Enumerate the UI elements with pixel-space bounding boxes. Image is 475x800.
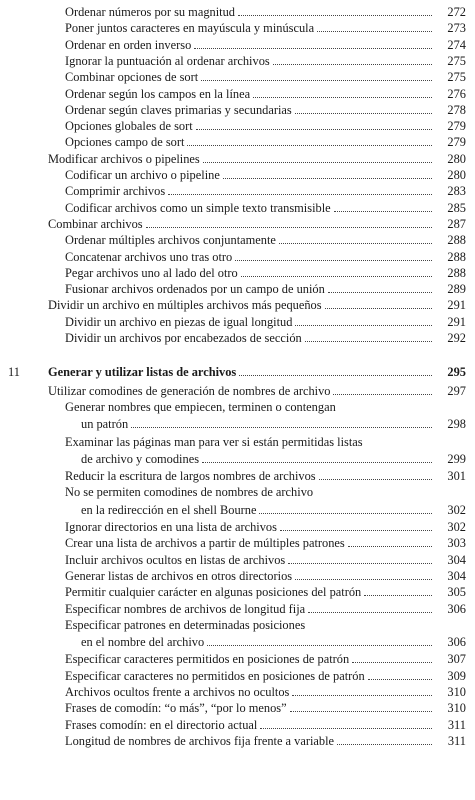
toc-page-number: 302	[447, 502, 466, 517]
toc-entry-continuation	[0, 451, 475, 467]
toc-subsection-entry	[0, 53, 475, 69]
toc-subsection-entry	[0, 568, 475, 584]
toc-entry-label: Combinar opciones de sort	[65, 70, 199, 85]
toc-entry-label: Especificar patrones en determinadas posiciones	[65, 617, 306, 632]
toc-entry-label: Opciones globales de sort	[65, 119, 193, 134]
dot-leader	[253, 97, 432, 98]
toc-entry-label: Reducir la escritura de largos nombres de archivos	[65, 469, 316, 484]
toc-page-number: 310	[447, 685, 466, 699]
toc-page-number: 274	[447, 37, 466, 52]
toc-page-number: 305	[447, 585, 466, 600]
dot-leader	[202, 462, 432, 463]
toc-entry	[0, 399, 475, 415]
toc-entry-label: Incluir archivos ocultos en listas de archivos	[65, 552, 286, 567]
dot-leader	[333, 394, 432, 395]
dot-leader	[223, 178, 432, 179]
toc-subsection-entry	[0, 265, 475, 281]
toc-page-number: 288	[447, 265, 466, 280]
toc-entry	[0, 434, 475, 450]
dot-leader	[295, 325, 432, 326]
toc-subsection-entry	[0, 4, 475, 20]
toc-page-number: 299	[447, 451, 466, 466]
toc-section-entry	[0, 216, 475, 232]
toc-entry-label: Modificar archivos o pipelines	[48, 151, 200, 166]
toc-page-number: 304	[447, 568, 466, 583]
toc-entry-continuation	[0, 502, 475, 518]
toc-page-number: 309	[447, 668, 466, 683]
toc-subsection-entry	[0, 118, 475, 134]
toc-page-number: 283	[447, 184, 466, 199]
toc-page-number: 275	[447, 53, 466, 68]
toc-subsection-entry	[0, 330, 475, 346]
dot-leader	[292, 695, 432, 696]
toc-entry-continuation	[0, 416, 475, 432]
toc-subsection-entry	[0, 232, 475, 248]
toc-page-number: 291	[447, 314, 466, 329]
toc-subsection-entry	[0, 535, 475, 551]
toc-entry-label: Crear una lista de archivos a partir de múltiples patrones	[65, 536, 345, 551]
chapter-page-number: 295	[447, 365, 466, 380]
toc-entry-label-continued: un patrón	[81, 417, 129, 432]
toc-section-entry	[0, 383, 475, 399]
toc-entry-label: Comprimir archivos	[65, 184, 166, 199]
toc-subsection-entry	[0, 651, 475, 667]
toc-page-number: 307	[447, 652, 466, 667]
toc-subsection-entry	[0, 733, 475, 749]
toc-page-number: 306	[447, 635, 466, 650]
toc-entry-label: Pegar archivos uno al lado del otro	[65, 265, 238, 280]
dot-leader	[317, 31, 432, 32]
toc-subsection-entry	[0, 601, 475, 617]
dot-leader	[319, 479, 432, 480]
dot-leader	[196, 129, 432, 130]
toc-page-number: 280	[447, 151, 466, 166]
toc-subsection-entry	[0, 102, 475, 118]
toc-page-number: 279	[447, 119, 466, 134]
toc-entry-label: Especificar caracteres permitidos en posiciones de patrón	[65, 652, 350, 667]
toc-page-number: 310	[447, 701, 466, 716]
dot-leader	[131, 427, 432, 428]
toc-entry-label-continued: en el nombre del archivo	[81, 635, 205, 650]
dot-leader	[348, 546, 432, 547]
toc-page-number: 280	[447, 168, 466, 182]
toc-page-number: 292	[447, 331, 466, 345]
toc-entry-label: Generar nombres que empiecen, terminen o contengan	[65, 399, 336, 414]
toc-entry-label-continued: en la redirección en el shell Bourne	[81, 502, 257, 517]
toc-page-number: 273	[447, 21, 466, 36]
toc-entry-label: Especificar caracteres no permitidos en posiciones de patrón	[65, 668, 365, 683]
toc-subsection-entry	[0, 552, 475, 568]
toc-page-number: 297	[447, 383, 466, 398]
dot-leader	[308, 612, 432, 613]
toc-subsection-entry	[0, 134, 475, 150]
toc-page-number: 298	[447, 417, 466, 432]
toc-entry-label: Concatenar archivos uno tras otro	[65, 249, 233, 264]
toc-entry-label: Archivos ocultos frente a archivos no ocultos	[65, 685, 290, 699]
toc-subsection-entry	[0, 167, 475, 183]
toc-subsection-entry	[0, 668, 475, 684]
toc-section-entry	[0, 151, 475, 167]
dot-leader	[364, 595, 432, 596]
dot-leader	[187, 145, 432, 146]
toc-page-number: 303	[447, 536, 466, 551]
toc-page-number: 279	[447, 135, 466, 150]
toc-entry-label: Ordenar en orden inverso	[65, 37, 192, 52]
toc-entry-label: Ignorar la puntuación al ordenar archivos	[65, 53, 270, 68]
toc-section-entry	[0, 297, 475, 313]
toc-subsection-entry	[0, 717, 475, 733]
toc-page-number: 291	[447, 298, 466, 313]
toc-entry-label-continued: de archivo y comodines	[81, 451, 200, 466]
toc-subsection-entry	[0, 249, 475, 265]
toc-page-number: 288	[447, 249, 466, 264]
toc-entry-label: Codificar un archivo o pipeline	[65, 168, 220, 182]
toc-entry-label: Permitir cualquier carácter en algunas posiciones del patrón	[65, 585, 362, 600]
toc-subsection-entry	[0, 20, 475, 36]
toc-page-number: 311	[447, 733, 466, 748]
dot-leader	[328, 292, 432, 293]
dot-leader	[288, 563, 432, 564]
toc-subsection-entry	[0, 314, 475, 330]
toc-entry-label: Dividir un archivos por encabezados de sección	[65, 331, 302, 345]
toc-entry-label: Dividir un archivo en múltiples archivos más pequeños	[48, 298, 322, 313]
toc-subsection-entry	[0, 86, 475, 102]
chapter-title: Generar y utilizar listas de archivos	[48, 365, 237, 380]
toc-subsection-entry	[0, 684, 475, 700]
dot-leader	[295, 113, 432, 114]
toc-page-number: 285	[447, 200, 466, 215]
toc-entry-label: Codificar archivos como un simple texto transmisible	[65, 200, 331, 215]
toc-entry-label: Especificar nombres de archivos de longitud fija	[65, 601, 306, 616]
toc-subsection-entry	[0, 584, 475, 600]
toc-subsection-entry	[0, 69, 475, 85]
toc-subsection-entry	[0, 700, 475, 716]
dot-leader	[368, 679, 432, 680]
toc-subsection-entry	[0, 519, 475, 535]
toc-entry-label: Frases de comodín: “o más”, “por lo menos”	[65, 701, 287, 716]
toc-page-number: 276	[447, 86, 466, 101]
toc-page-number: 288	[447, 233, 466, 248]
toc-entry-label: Generar listas de archivos en otros directorios	[65, 568, 293, 583]
dot-leader	[337, 744, 432, 745]
dot-leader	[334, 211, 432, 212]
toc-subsection-entry	[0, 281, 475, 297]
chapter-heading	[0, 364, 475, 380]
toc-page-number: 302	[447, 520, 466, 534]
dot-leader	[239, 375, 432, 376]
dot-leader	[241, 276, 432, 277]
dot-leader	[260, 728, 432, 729]
dot-leader	[325, 308, 432, 309]
chapter-number: 11	[8, 365, 20, 380]
toc-entry-label: Utilizar comodines de generación de nombres de archivo	[48, 383, 331, 398]
toc-page-number: 311	[447, 717, 466, 732]
toc-subsection-entry	[0, 37, 475, 53]
dot-leader	[273, 64, 432, 65]
toc-entry-label: Opciones campo de sort	[65, 135, 185, 150]
toc-entry-label: Fusionar archivos ordenados por un campo de unión	[65, 282, 325, 297]
toc-entry-continuation	[0, 634, 475, 650]
dot-leader	[279, 243, 432, 244]
toc-page-number: 301	[447, 469, 466, 484]
dot-leader	[203, 162, 432, 163]
toc-entry-label: Ordenar según claves primarias y secundarias	[65, 102, 292, 117]
dot-leader	[280, 530, 432, 531]
toc-entry-label: Dividir un archivo en piezas de igual longitud	[65, 314, 293, 329]
toc-entry-label: Combinar archivos	[48, 216, 143, 231]
toc-subsection-entry	[0, 183, 475, 199]
toc-entry-label: Frases comodín: en el directorio actual	[65, 717, 258, 732]
dot-leader	[305, 341, 432, 342]
dot-leader	[146, 227, 432, 228]
toc-entry-label: Ordenar múltiples archivos conjuntamente	[65, 233, 276, 248]
toc-page-number: 272	[447, 5, 466, 19]
toc-subsection-entry	[0, 200, 475, 216]
dot-leader	[290, 711, 432, 712]
toc-page-number: 275	[447, 70, 466, 85]
toc-entry-label: Examinar las páginas man para ver si están permitidas listas	[65, 434, 363, 449]
toc-page-number: 287	[447, 216, 466, 231]
dot-leader	[238, 15, 432, 16]
toc-entry	[0, 484, 475, 500]
dot-leader	[194, 48, 432, 49]
toc-entry-label: Ordenar según los campos en la línea	[65, 86, 251, 101]
dot-leader	[201, 80, 432, 81]
toc-entry-label: Longitud de nombres de archivos fija frente a variable	[65, 733, 335, 748]
dot-leader	[295, 579, 432, 580]
toc-subsection-entry	[0, 468, 475, 484]
toc-page-number: 304	[447, 552, 466, 567]
toc-entry-label: Ignorar directorios en una lista de archivos	[65, 520, 277, 534]
dot-leader	[235, 260, 432, 261]
toc-entry-label: Ordenar números por su magnitud	[65, 5, 235, 19]
toc-entry-label: No se permiten comodines de nombres de archivo	[65, 485, 314, 500]
dot-leader	[207, 645, 432, 646]
toc-page-number: 306	[447, 601, 466, 616]
dot-leader	[259, 513, 432, 514]
dot-leader	[352, 662, 432, 663]
toc-entry	[0, 617, 475, 633]
dot-leader	[168, 194, 432, 195]
toc-page-number: 289	[447, 282, 466, 297]
toc-entry-label: Poner juntos caracteres en mayúscula y minúscula	[65, 21, 315, 36]
toc-page-number: 278	[447, 102, 466, 117]
